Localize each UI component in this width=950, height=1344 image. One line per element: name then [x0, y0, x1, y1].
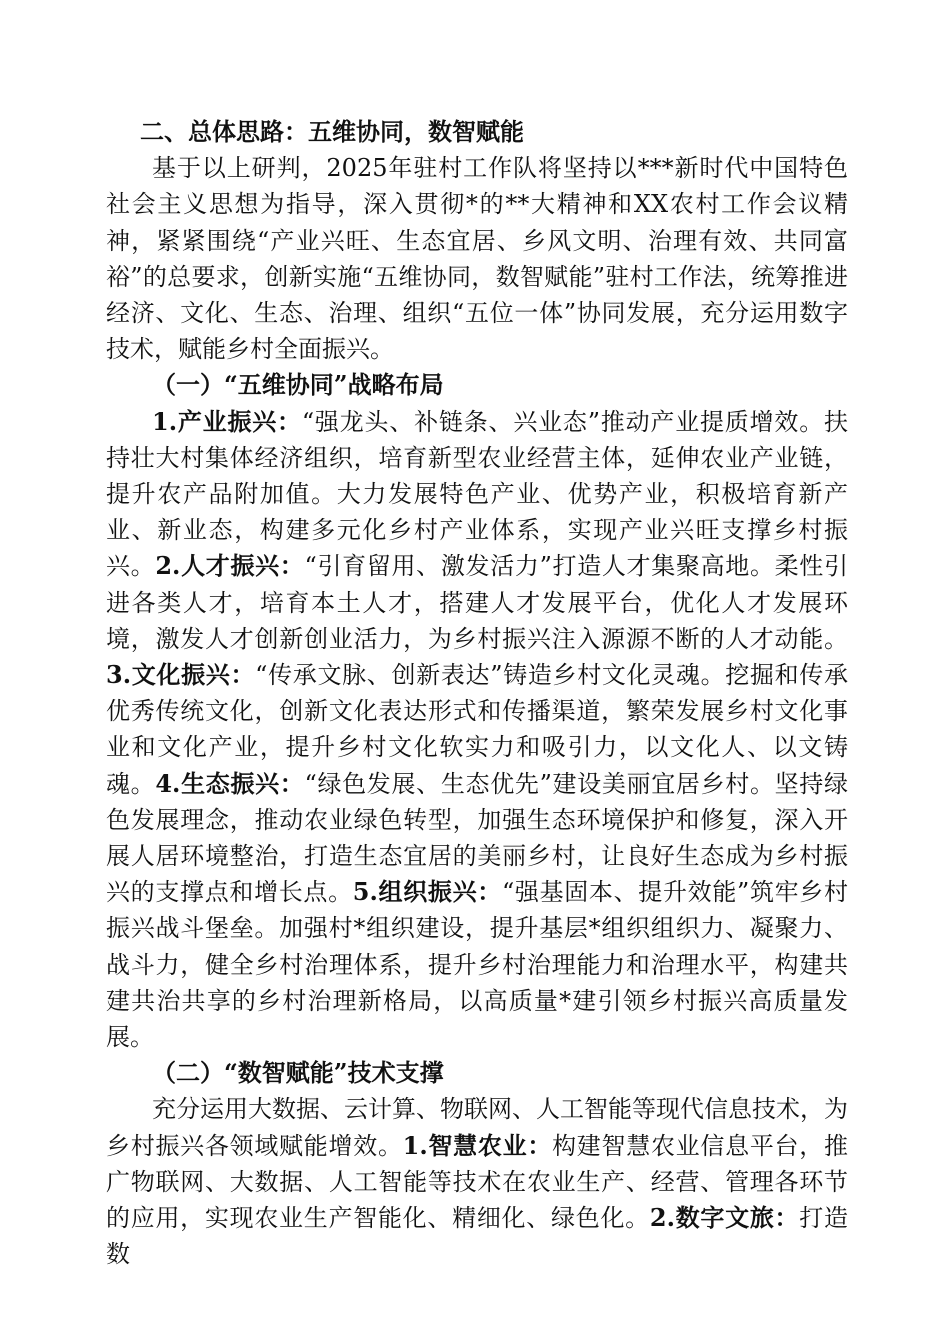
item-text: “传承文脉、创新表达”铸造乡村文化灵魂。挖掘和传承优秀传统文化，创新文化表达形式和传播渠道，繁荣发展乡村文化事业和文化产业，提升乡村文化软实力和吸引力，以文化人、以文铸魂。: [106, 661, 848, 798]
section-title: 二、总体思路：五维协同，数智赋能: [140, 117, 524, 146]
item-label: 5.组织振兴：: [352, 877, 502, 907]
document-page: [106, 114, 848, 1273]
item-text: “引育留用、激发活力”打造人才集聚高地。柔性引进各类人才，培育本土人才，搭建人才发展平台，优化人才发展环境，激发人才创新创业活力，为乡村振兴注入源源不断的人才动能。: [106, 552, 848, 653]
part2-intro: 充分运用大数据、云计算、物联网、人工智能等现代信息技术，为乡村振兴各领域赋能增效。: [106, 1095, 848, 1160]
part2-body: [106, 1091, 848, 1272]
intro-paragraph: 基于以上研判，2025年驻村工作队将坚持以***新时代中国特色社会主义思想为指导，深入贯彻*的**大精神和XX农村工作会议精神，紧紧围绕“产业兴旺、生态宜居、乡风文明、治理有效、共同富裕”的总要求，创新实施“五维协同，数智赋能”驻村工作法，统筹推进经济、文化、生态、治理、组织“五位一体”协同发展，充分运用数字技术，赋能乡村全面振兴。: [106, 154, 848, 364]
item-label: 1.智慧农业：: [402, 1130, 553, 1160]
item-label: 3.文化振兴：: [106, 660, 256, 690]
item-text: “强基固本、提升效能”筑牢乡村振兴战斗堡垒。加强村*组织建设，提升基层*组织组织力、凝聚力、战斗力，健全乡村治理体系，提升乡村治理能力和治理水平，构建共建共治共享的乡村治理新格局，以高质量*建引领乡村振兴高质量发展。: [106, 878, 848, 1052]
item-label: 1.产业振兴：: [152, 406, 302, 436]
item-label: 2.人才振兴：: [155, 551, 305, 581]
item-text: “绿色发展、生态优先”建设美丽宜居乡村。坚持绿色发展理念，推动农业绿色转型，加强生态环境保护和修复，深入开展人居环境整治，打造生态宜居的美丽乡村，让良好生态成为乡村振兴的支撑点和增长点。: [106, 769, 848, 907]
part1-body: [106, 404, 848, 1056]
item-text: “强龙头、补链条、兴业态”推动产业提质增效。扶持壮大村集体经济组织，培育新型农业经营主体，延伸农业产业链，提升农产品附加值。大力发展特色产业、优势产业，积极培育新产业、新业态，构建多元化乡村产业体系，实现产业兴旺支撑乡村振兴。: [106, 407, 848, 581]
item-label: 4.生态振兴：: [155, 768, 305, 798]
item-text: 构建智慧农业信息平台，推广物联网、大数据、人工智能等技术在农业生产、经营、管理各环节的应用，实现农业生产智能化、精细化、绿色化。: [106, 1131, 849, 1233]
part1-title: （一）“五维协同”战略布局: [152, 370, 444, 400]
item-label: 2.数字文旅：: [649, 1203, 800, 1233]
item-text: 打造数: [106, 1204, 849, 1269]
part2-title: （二）“数智赋能”技术支撑: [152, 1058, 444, 1088]
